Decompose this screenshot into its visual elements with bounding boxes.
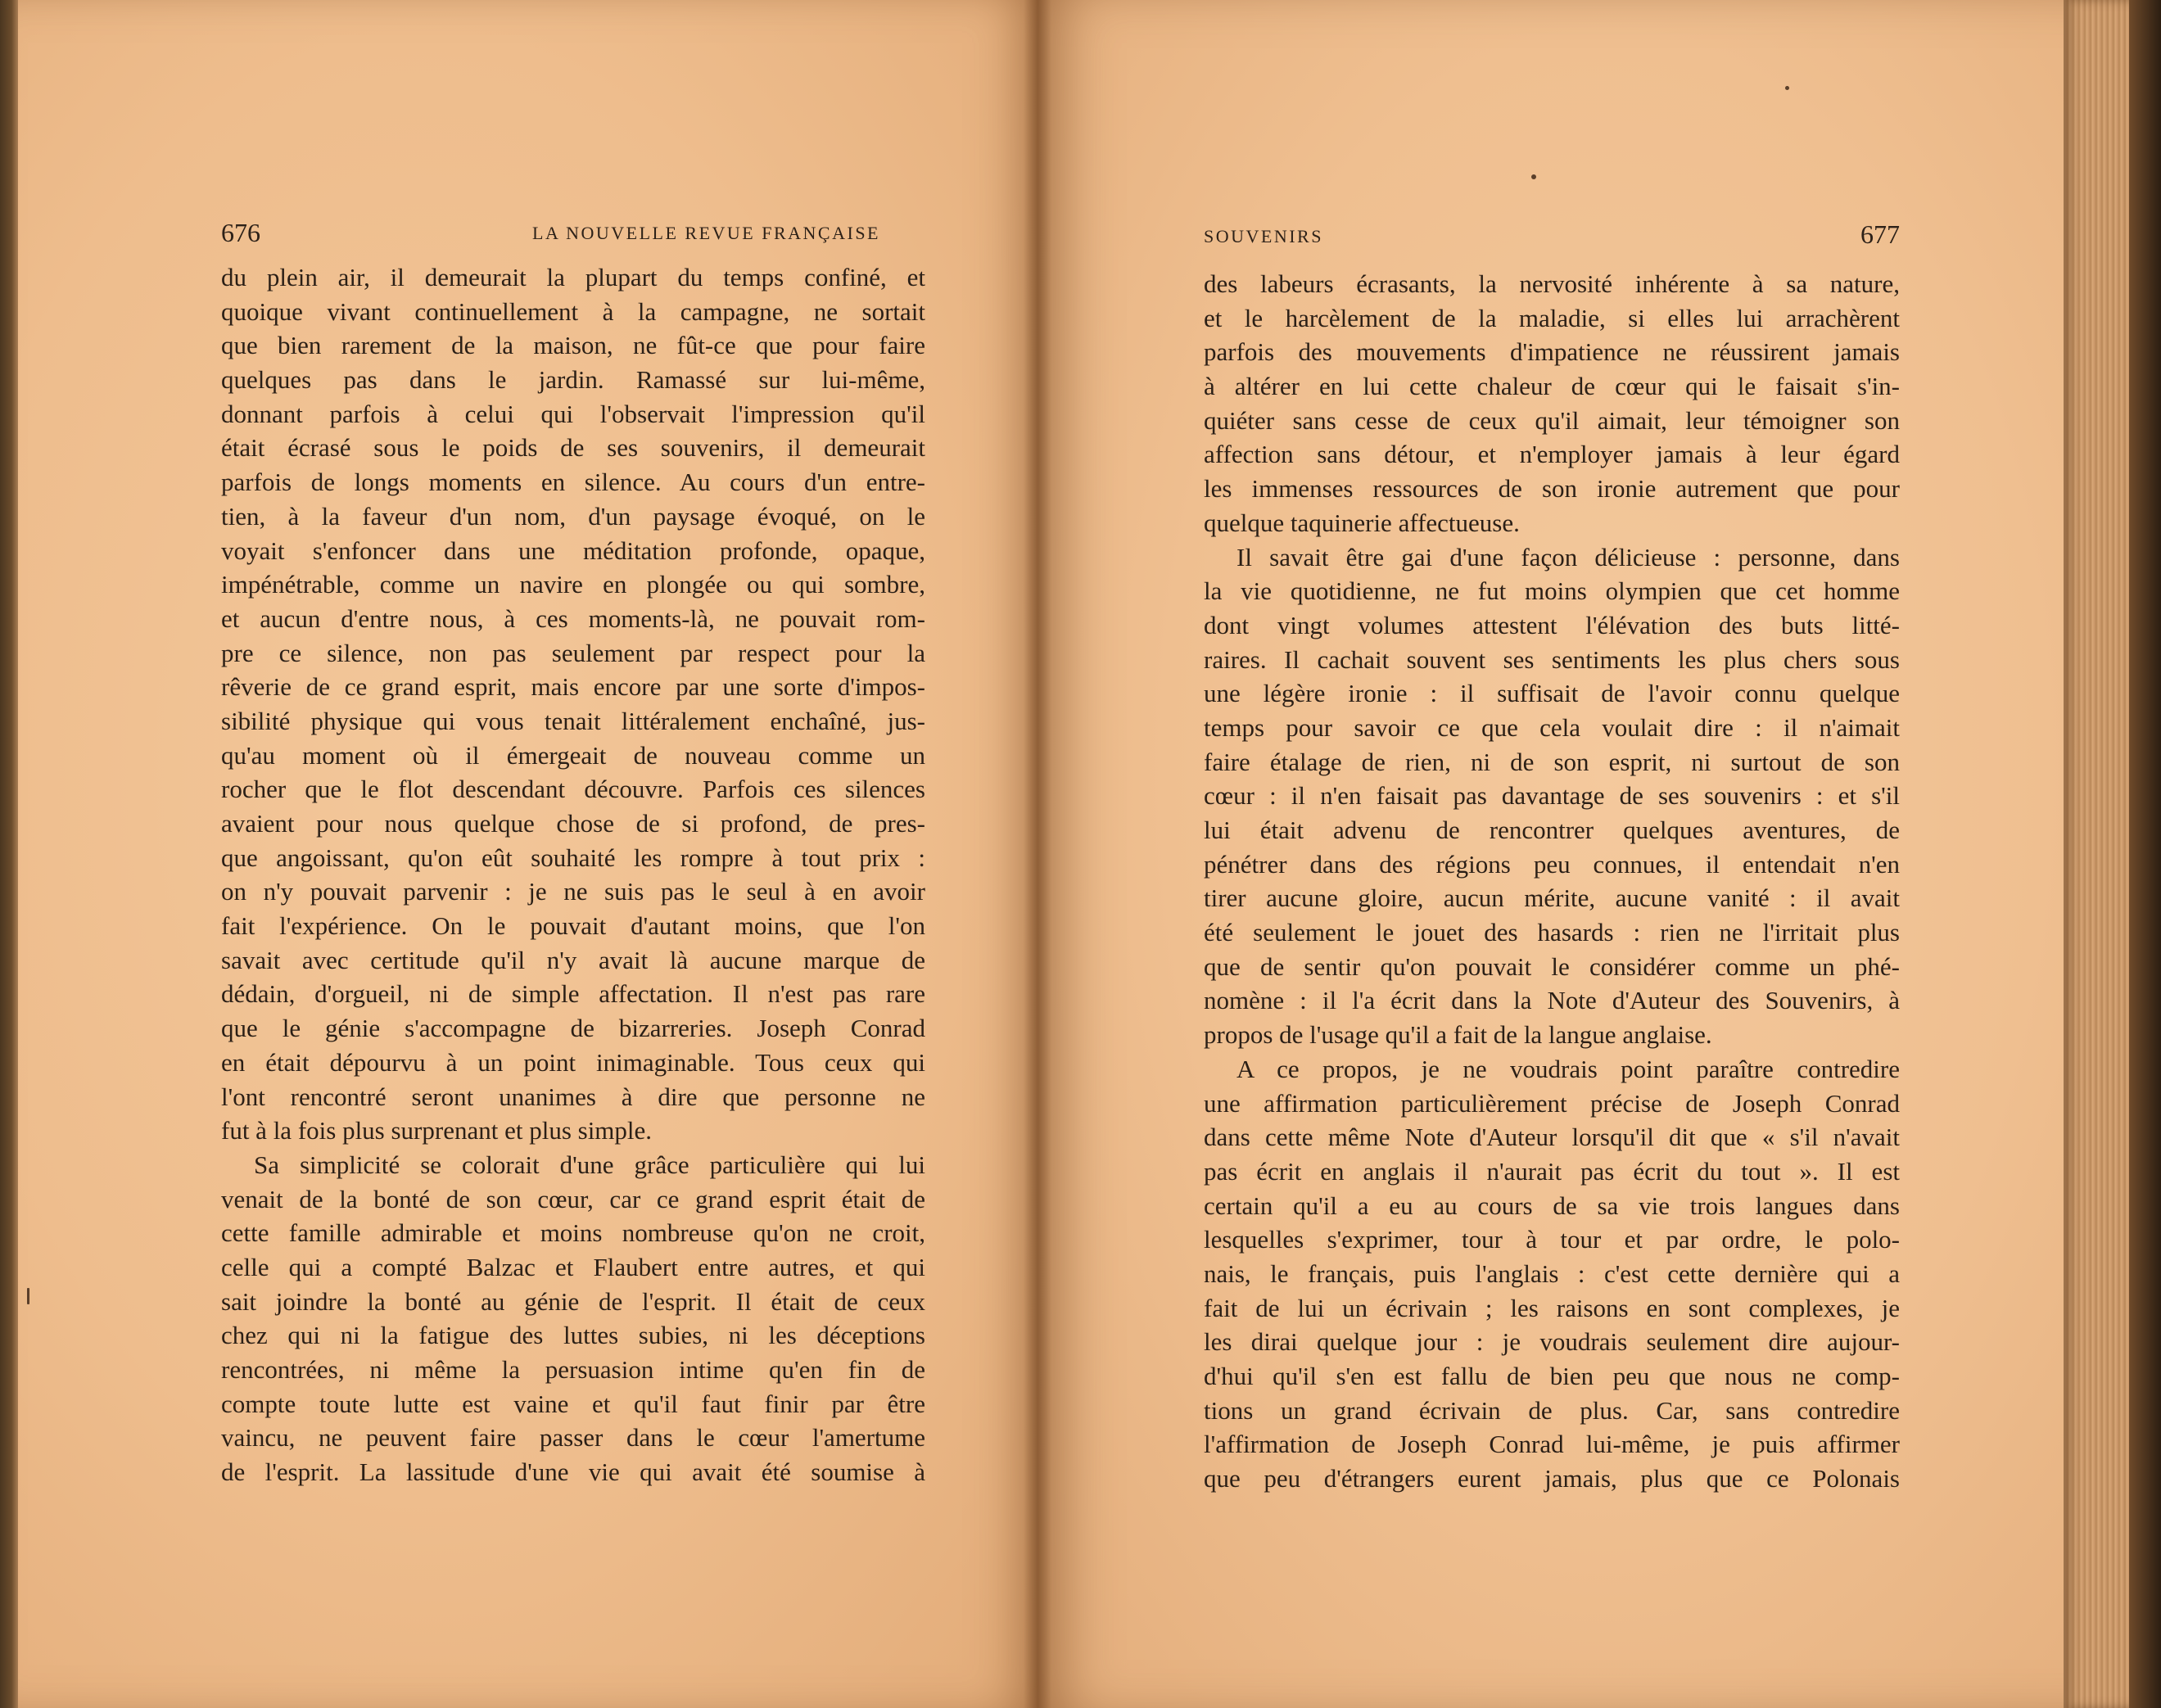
text-line: tions un grand écrivain de plus. Car, sans contredire [1204, 1395, 1900, 1425]
text-line: certain qu'il a eu au cours de sa vie trois langues dans [1204, 1191, 1900, 1220]
text-line: affection sans détour, et n'employer jamais à leur égard [1204, 440, 1900, 469]
text-line: sait joindre la bonté au génie de l'esprit. Il était de ceux [221, 1286, 925, 1316]
paper-speck [1531, 174, 1536, 179]
text-line: été seulement le jouet des hasards : rien ne l'irritait plus [1204, 918, 1900, 947]
right-page [1038, 0, 2071, 1708]
text-line: dédain, d'orgueil, ni de simple affectation. Il n'est pas rare [221, 979, 925, 1009]
page-number-right: 677 [1860, 219, 1900, 249]
text-line: chez qui ni la fatigue des luttes subies, ni les déceptions [221, 1321, 925, 1350]
text-line: venait de la bonté de son cœur, car ce grand esprit était de [221, 1184, 925, 1213]
text-line: rencontrées, ni même la persuasion intime qu'en fin de [221, 1355, 925, 1384]
text-line: raires. Il cachait souvent ses sentiments les plus chers sous [1204, 644, 1900, 674]
text-line: lesquelles s'exprimer, tour à tour et par ordre, le polo- [1204, 1225, 1900, 1254]
text-line: quelques pas dans le jardin. Ramassé sur lui-même, [221, 365, 925, 395]
text-line: quoique vivant continuellement à la campagne, ne sortait [221, 296, 925, 326]
text-line: vaincu, ne peuvent faire passer dans le cœur l'amertume [221, 1423, 925, 1453]
text-line: cette famille admirable et moins nombreuse qu'on ne croit, [221, 1218, 925, 1248]
text-line: à altérer en lui cette chaleur de cœur qui le faisait s'in- [1204, 372, 1900, 401]
left-page [18, 0, 1038, 1708]
text-line: pas écrit en anglais il n'aurait pas écrit du tout ». Il est [1204, 1156, 1900, 1186]
paper-speck [27, 1288, 29, 1304]
text-line: une affirmation particulièrement précise de Joseph Conrad [1204, 1088, 1900, 1118]
text-line: Il savait être gai d'une façon délicieuse : personne, dans [1236, 542, 1900, 572]
text-line: quiéter sans cesse de ceux qu'il aimait, leur témoigner son [1204, 405, 1900, 435]
text-line: sibilité physique qui vous tenait littéralement enchaîné, jus- [221, 706, 925, 735]
text-line: que peu d'étrangers eurent jamais, plus que ce Polonais [1204, 1464, 1900, 1493]
text-line: du plein air, il demeurait la plupart du temps confiné, et [221, 263, 925, 291]
text-line: lui était advenu de rencontrer quelques aventures, de [1204, 816, 1900, 844]
text-line: Sa simplicité se colorait d'une grâce particulière qui lui [254, 1150, 925, 1179]
text-line: que de sentir qu'on pouvait le considérer comme un phé- [1204, 951, 1900, 981]
text-line: voyait s'enfoncer dans une méditation profonde, opaque, [221, 535, 925, 565]
right-page-header [1204, 219, 1900, 255]
text-line: quelque taquinerie affectueuse. [1204, 508, 1520, 537]
text-line: impénétrable, comme un navire en plongée ou qui sombre, [221, 570, 925, 599]
text-line: fait l'expérience. On le pouvait d'autant moins, que l'on [221, 911, 925, 941]
text-line: propos de l'usage qu'il a fait de la langue anglaise. [1204, 1020, 1712, 1050]
text-line: nomène : il l'a écrit dans la Note d'Auteur des Souvenirs, à [1204, 986, 1900, 1015]
text-line: faire étalage de rien, ni de son esprit, ni surtout de son [1204, 747, 1900, 776]
text-line: une légère ironie : il suffisait de l'avoir connu quelque [1204, 679, 1900, 708]
text-line: de l'esprit. La lassitude d'une vie qui avait été soumise à [221, 1457, 925, 1487]
text-line: parfois des mouvements d'impatience ne réussirent jamais [1204, 337, 1900, 367]
text-line: l'affirmation de Joseph Conrad lui-même, je puis affirmer [1204, 1430, 1900, 1459]
text-line: A ce propos, je ne voudrais point paraître contredire [1236, 1054, 1900, 1083]
text-line: que angoissant, qu'on eût souhaité les rompre à tout prix : [221, 843, 925, 872]
text-line: fait de lui un écrivain ; les raisons en sont complexes, je [1204, 1293, 1900, 1322]
paper-speck [1785, 86, 1789, 90]
text-line: temps pour savoir ce que cela voulait dire : il n'aimait [1204, 712, 1900, 742]
running-head-right: SOUVENIRS [1204, 226, 1323, 246]
text-line: était écrasé sous le poids de ses souvenirs, il demeurait [221, 433, 925, 463]
left-page-header [221, 218, 925, 251]
text-line: la vie quotidienne, ne fut moins olympien que cet homme [1204, 576, 1900, 606]
page-number-left: 676 [221, 218, 260, 247]
text-line: rocher que le flot descendant découvre. Parfois ces silences [221, 775, 925, 804]
running-head-left: LA NOUVELLE REVUE FRANÇAISE [532, 223, 880, 243]
text-line: nais, le français, puis l'anglais : c'est cette dernière qui a [1204, 1258, 1900, 1288]
right-page-text [1204, 267, 1900, 1496]
text-line: et le harcèlement de la maladie, si elles lui arrachèrent [1204, 303, 1900, 332]
text-line: d'hui qu'il s'en est fallu de bien peu que nous ne comp- [1204, 1362, 1900, 1390]
text-line: pénétrer dans des régions peu connues, il entendait n'en [1204, 849, 1900, 879]
text-line: les dirai quelque jour : je voudrais seulement dire aujour- [1204, 1327, 1900, 1357]
text-line: pre ce silence, non pas seulement par respect pour la [221, 638, 925, 667]
text-line: celle qui a compté Balzac et Flaubert entre autres, et qui [221, 1252, 925, 1281]
text-line: en était dépourvu à un point inimaginable. Tous ceux qui [221, 1047, 925, 1077]
text-line: et aucun d'entre nous, à ces moments-là, ne pouvait rom- [221, 603, 925, 633]
text-line: les immenses ressources de son ironie autrement que pour [1204, 474, 1900, 504]
text-line: on n'y pouvait parvenir : je ne suis pas le seul à en avoir [221, 877, 925, 906]
text-line: que le génie s'accompagne de bizarreries. Joseph Conrad [221, 1014, 925, 1043]
text-line: avaient pour nous quelque chose de si profond, de pres- [221, 809, 925, 838]
text-line: parfois de longs moments en silence. Au cours d'un entre- [221, 468, 925, 497]
text-line: dans cette même Note d'Auteur lorsqu'il dit que « s'il n'avait [1204, 1123, 1900, 1152]
text-line: fut à la fois plus surprenant et plus simple. [221, 1116, 653, 1145]
text-line: savait avec certitude qu'il n'y avait là aucune marque de [221, 945, 925, 974]
text-line: dont vingt volumes attestent l'élévation des buts litté- [1204, 610, 1900, 639]
text-line: compte toute lutte est vaine et qu'il faut finir par être [221, 1389, 925, 1418]
text-line: tien, à la faveur d'un nom, d'un paysage évoqué, on le [221, 501, 925, 531]
book-gutter [1024, 0, 1051, 1708]
text-line: qu'au moment où il émergeait de nouveau comme un [221, 740, 925, 770]
text-line: rêverie de ce grand esprit, mais encore par une sorte d'impos- [221, 672, 925, 702]
text-line: l'ont rencontré seront unanimes à dire que personne ne [221, 1082, 925, 1111]
text-line: que bien rarement de la maison, ne fût-ce que pour faire [221, 331, 925, 360]
text-line: donnant parfois à celui qui l'observait l'impression qu'il [221, 399, 925, 428]
text-line: cœur : il n'en faisait pas davantage de ses souvenirs : et s'il [1204, 781, 1900, 811]
book-cover-edge [2129, 0, 2161, 1708]
text-line: des labeurs écrasants, la nervosité inhérente à sa nature, [1204, 269, 1900, 298]
left-page-text [221, 260, 925, 1489]
text-line: tirer aucune gloire, aucun mérite, aucune vanité : il avait [1204, 883, 1900, 913]
